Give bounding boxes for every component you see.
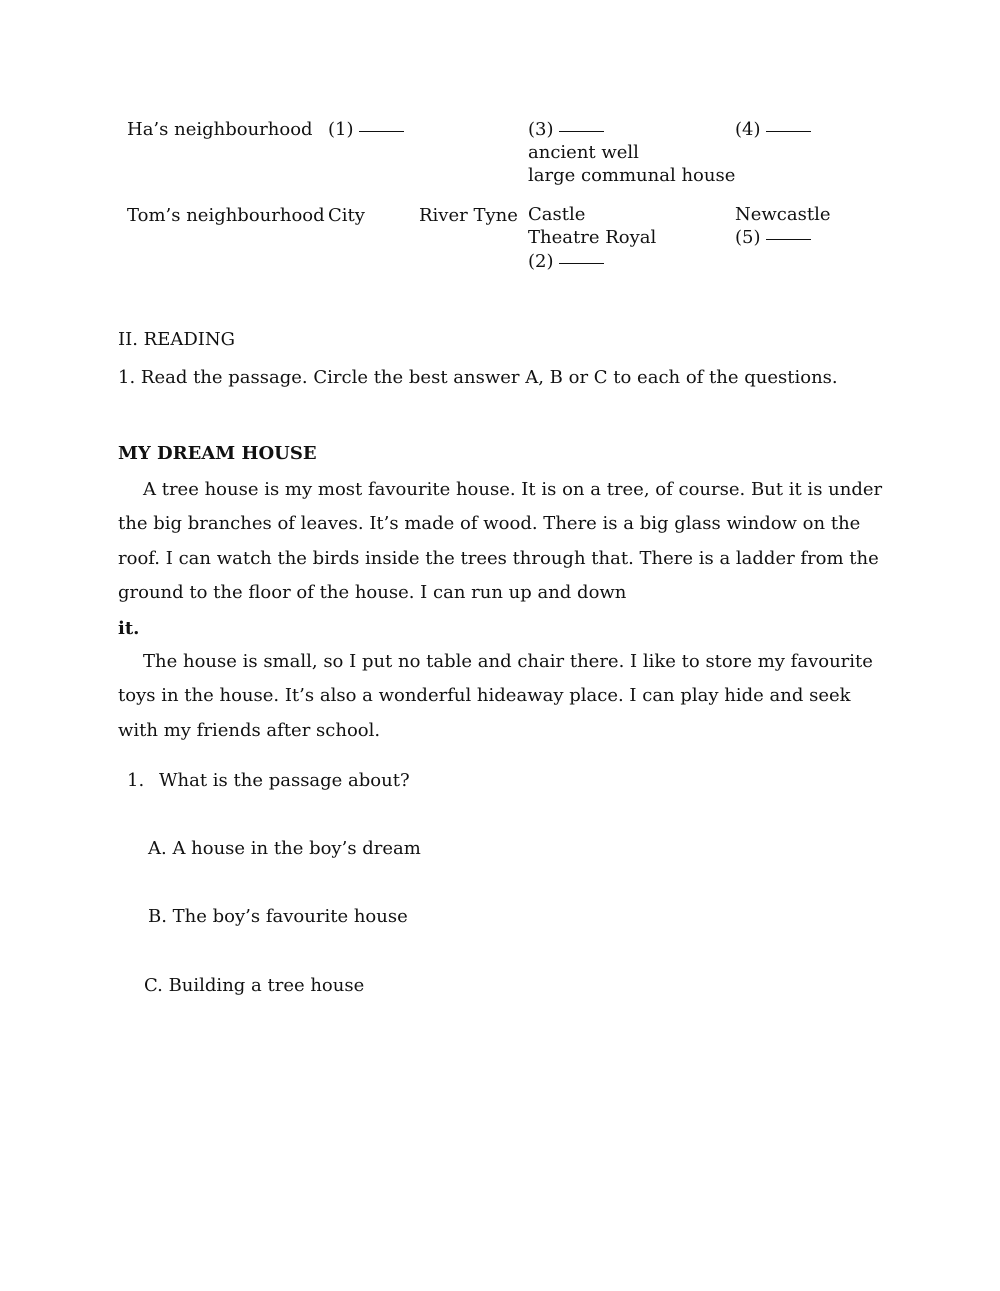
table-row-ha-col5: [735, 118, 811, 142]
passage-paragraph-1: A tree house is my most favourite house. It is on a tree, of course. But it is under the big branches of leaves. It’s made of wood. There is a big glass window on the roof. I can watch the birds inside the trees through that. There is a ladder from the ground to the floor of the house. I can run up and down: [118, 479, 883, 604]
table-row-tom-col2: City: [328, 205, 365, 226]
table-row-tom-col4-line2: Theatre Royal: [528, 227, 657, 248]
table-row-ha-col4-line3: large communal house: [528, 165, 736, 186]
answer-blank-2[interactable]: [559, 263, 604, 264]
answer-blank-4[interactable]: [766, 131, 811, 132]
table-row-ha-col4-line1: [528, 118, 604, 142]
blank-label-2: (2): [528, 251, 554, 272]
blank-label-3: (3): [528, 119, 554, 140]
answer-blank-1[interactable]: [359, 131, 404, 132]
table-row-ha-col4-line2: ancient well: [528, 142, 639, 163]
table-row-tom-col3: River Tyne: [419, 205, 518, 226]
section-instruction: 1. Read the passage. Circle the best answer A, B or C to each of the questions.: [118, 367, 838, 388]
passage-paragraph-2: The house is small, so I put no table and chair there. I like to store my favourite toys in the house. It’s also a wonderful hideaway place. I can play hide and seek with my friends after school.: [118, 651, 873, 741]
answer-blank-5[interactable]: [766, 239, 811, 240]
blank-label-5: (5): [735, 227, 761, 248]
section-heading: II. READING: [118, 329, 236, 350]
table-row-tom-col5-line2: [735, 226, 811, 250]
table-row-ha-col2: [328, 118, 404, 142]
table-row-tom-name: Tom’s neighbourhood: [127, 205, 325, 226]
option-a[interactable]: A. A house in the boy’s dream: [148, 838, 421, 859]
table-row-tom-col4-line1: Castle: [528, 204, 586, 225]
blank-label-1: (1): [328, 119, 354, 140]
blank-label-4: (4): [735, 119, 761, 140]
option-b[interactable]: B. The boy’s favourite house: [148, 906, 408, 927]
question-text: What is the passage about?: [159, 770, 410, 791]
question-number: 1.: [127, 770, 145, 791]
answer-blank-3[interactable]: [559, 131, 604, 132]
table-row-tom-col5-line1: Newcastle: [735, 204, 831, 225]
passage-paragraph-1-end: it.: [118, 618, 140, 639]
option-c[interactable]: C. Building a tree house: [144, 975, 365, 996]
table-row-ha-name: Ha’s neighbourhood: [127, 119, 313, 140]
passage-title: MY DREAM HOUSE: [118, 443, 317, 464]
table-row-tom-col4-line3: [528, 250, 604, 274]
